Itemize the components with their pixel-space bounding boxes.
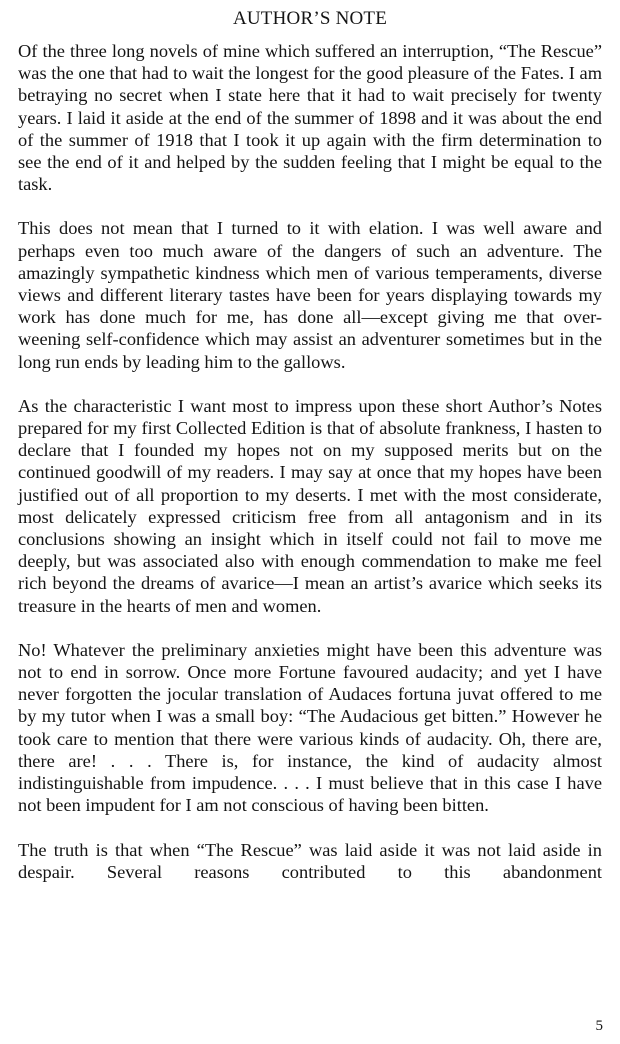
page-title: AUTHOR’S NOTE (232, 8, 388, 29)
paragraph-4: No! Whatever the preliminary anxieties might have been this adventure was not to end in sorrow. Once more Fortune favoured audacity; and yet I have never forgotten the jocular translation of Audaces fortuna juvat offered to me by my tutor when I was a small boy: “The Audacious get bitten.” However he took care to mention that there were various kinds of audacity. Oh, there are, there are! . . . There is, for instance, the kind of audacity almost indistinguishable from impudence. . . . I must believe that in this case I have not been impudent for I am not conscious of having been bitten. (18, 639, 602, 816)
paragraph-1: Of the three long novels of mine which suffered an interruption, “The Rescue” was the one that had to wait the longest for the good pleasure of the Fates. I am betraying no secret when I state here that it had to wait precisely for twenty years. I laid it aside at the end of the summer of 1898 and it was about the end of the summer of 1918 that I took it up again with the firm determination to see the end of it and helped by the sudden feeling that I might be equal to the task. (18, 41, 602, 195)
paragraph-5: The truth is that when “The Rescue” was laid aside it was not laid aside in despair. Several reasons contributed to this abandonment (18, 839, 602, 882)
paragraph-2: This does not mean that I turned to it with elation. I was well aware and perhaps even too much aware of the dangers of such an adventure. The amazingly sympathetic kindness which men of various temperaments, diverse views and different literary tastes have been for years displaying towards my work has done much for me, has done all—except giving me that over-weening self-confidence which may assist an adventurer sometimes but in the long run ends by leading him to the gallows. (18, 218, 602, 372)
body-text (18, 40, 602, 905)
paragraph-3: As the characteristic I want most to impress upon these short Author’s Notes prepared for my first Collected Edition is that of absolute frankness, I hasten to declare that I founded my hopes not on my supposed merits but on the continued goodwill of my readers. I may say at once that my hopes have been justified out of all proportion to my deserts. I met with the most considerate, most delicately expressed criticism free from all antagonism and in its conclusions showing an insight which in itself could not fail to move me deeply, but was associated also with enough commendation to make me feel rich beyond the dreams of avarice—I mean an artist’s avarice which seeks its treasure in the hearts of men and women. (18, 395, 602, 616)
page-number: 5 (595, 1018, 603, 1034)
